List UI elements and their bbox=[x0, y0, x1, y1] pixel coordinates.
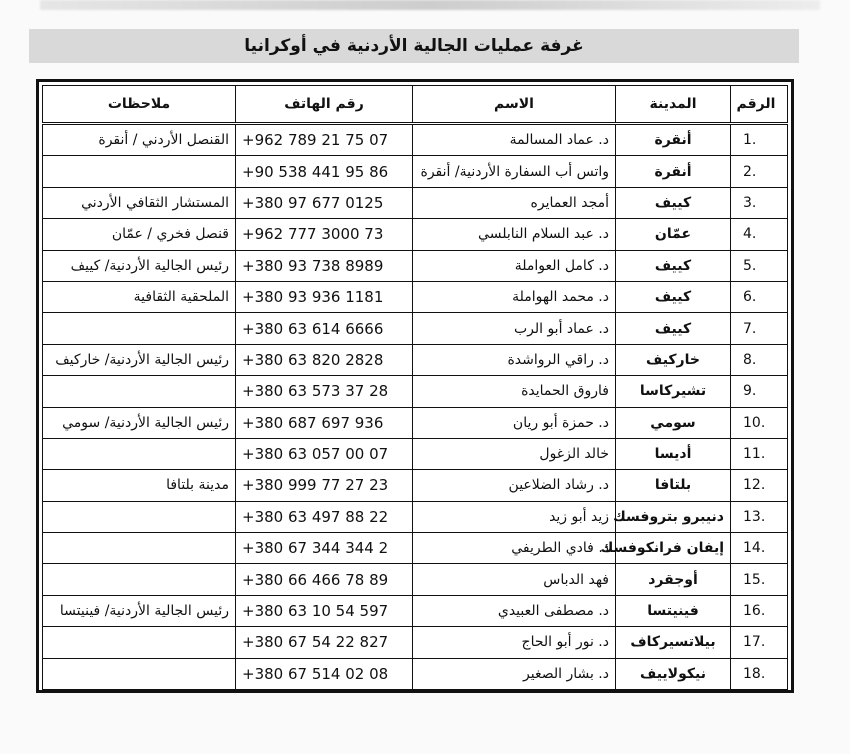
cell-name: د. رشاد الضلاعين bbox=[413, 470, 616, 501]
cell-city: أنقرة bbox=[616, 156, 731, 187]
cell-phone: +380 63 057 00 07 bbox=[236, 438, 413, 469]
cell-phone: +380 63 614 6666 bbox=[236, 313, 413, 344]
cell-phone: +380 63 497 88 22 bbox=[236, 501, 413, 532]
contacts-table bbox=[42, 85, 788, 690]
cell-number: 17. bbox=[731, 627, 788, 658]
cell-city: كييف bbox=[616, 250, 731, 281]
cell-phone: +380 999 77 27 23 bbox=[236, 470, 413, 501]
table-row bbox=[43, 313, 788, 344]
cell-phone: +380 63 820 2828 bbox=[236, 344, 413, 375]
cell-notes bbox=[43, 501, 236, 532]
table-row bbox=[43, 407, 788, 438]
cell-notes bbox=[43, 627, 236, 658]
cell-city: بيلاتسيركاف bbox=[616, 627, 731, 658]
cell-notes bbox=[43, 564, 236, 595]
cell-notes: القنصل الأردني / أنقرة bbox=[43, 124, 236, 156]
page-title: غرفة عمليات الجالية الأردنية في أوكرانيا bbox=[244, 36, 584, 56]
header-number: الرقم bbox=[731, 86, 788, 124]
cell-number: 18. bbox=[731, 658, 788, 689]
cell-notes: رئيس الجالية الأردنية/ خاركيف bbox=[43, 344, 236, 375]
top-edge-smudge bbox=[40, 0, 820, 10]
cell-number: 14. bbox=[731, 533, 788, 564]
cell-number: 11. bbox=[731, 438, 788, 469]
cell-city: كييف bbox=[616, 281, 731, 312]
cell-number: 1. bbox=[731, 124, 788, 156]
cell-name: د. عماد أبو الرب bbox=[413, 313, 616, 344]
cell-phone: +380 687 697 936 bbox=[236, 407, 413, 438]
table-row bbox=[43, 470, 788, 501]
contacts-table-frame bbox=[36, 79, 794, 693]
cell-number: 3. bbox=[731, 187, 788, 218]
cell-name: د. حمزة أبو ريان bbox=[413, 407, 616, 438]
header-city: المدينة bbox=[616, 86, 731, 124]
table-row bbox=[43, 564, 788, 595]
title-banner bbox=[29, 29, 799, 63]
cell-name: د. محمد الهواملة bbox=[413, 281, 616, 312]
header-notes: ملاحظات bbox=[43, 86, 236, 124]
cell-city: تشيركاسا bbox=[616, 376, 731, 407]
cell-name: د. عماد المسالمة bbox=[413, 124, 616, 156]
table-row bbox=[43, 501, 788, 532]
cell-number: 7. bbox=[731, 313, 788, 344]
cell-name: زيد أبو زيد bbox=[413, 501, 616, 532]
header-name: الاسم bbox=[413, 86, 616, 124]
cell-city: خاركيف bbox=[616, 344, 731, 375]
table-row bbox=[43, 595, 788, 626]
cell-city: أوجقرد bbox=[616, 564, 731, 595]
cell-phone: +962 789 21 75 07 bbox=[236, 124, 413, 156]
table-row bbox=[43, 438, 788, 469]
cell-phone: +90 538 441 95 86 bbox=[236, 156, 413, 187]
cell-city: دنيبرو بتروفسك bbox=[616, 501, 731, 532]
table-row bbox=[43, 627, 788, 658]
cell-name: أمجد العمايره bbox=[413, 187, 616, 218]
cell-notes: رئيس الجالية الأردنية/ كييف bbox=[43, 250, 236, 281]
table-row bbox=[43, 376, 788, 407]
cell-notes bbox=[43, 156, 236, 187]
cell-notes: قنصل فخري / عمّان bbox=[43, 219, 236, 250]
cell-city: سومي bbox=[616, 407, 731, 438]
cell-city: كييف bbox=[616, 187, 731, 218]
cell-city: كييف bbox=[616, 313, 731, 344]
cell-name: د. كامل العواملة bbox=[413, 250, 616, 281]
table-row bbox=[43, 187, 788, 218]
cell-city: بلتافا bbox=[616, 470, 731, 501]
header-phone: رقم الهاتف bbox=[236, 86, 413, 124]
table-row bbox=[43, 250, 788, 281]
cell-name: خالد الزغول bbox=[413, 438, 616, 469]
table-row bbox=[43, 344, 788, 375]
cell-notes: مدينة بلتافا bbox=[43, 470, 236, 501]
cell-number: 6. bbox=[731, 281, 788, 312]
cell-phone: +380 93 738 8989 bbox=[236, 250, 413, 281]
cell-city: أديسا bbox=[616, 438, 731, 469]
cell-name: د. مصطفى العبيدي bbox=[413, 595, 616, 626]
cell-number: 9. bbox=[731, 376, 788, 407]
cell-name: د. راقي الرواشدة bbox=[413, 344, 616, 375]
cell-notes: رئيس الجالية الأردنية/ سومي bbox=[43, 407, 236, 438]
cell-city: عمّان bbox=[616, 219, 731, 250]
cell-notes: رئيس الجالية الأردنية/ فينيتسا bbox=[43, 595, 236, 626]
cell-number: 15. bbox=[731, 564, 788, 595]
table-header-row bbox=[43, 86, 788, 124]
cell-number: 4. bbox=[731, 219, 788, 250]
cell-phone: +380 93 936 1181 bbox=[236, 281, 413, 312]
cell-number: 13. bbox=[731, 501, 788, 532]
cell-notes bbox=[43, 438, 236, 469]
table-row bbox=[43, 533, 788, 564]
cell-phone: +380 67 344 344 2 bbox=[236, 533, 413, 564]
cell-phone: +380 63 573 37 28 bbox=[236, 376, 413, 407]
cell-notes: الملحقية الثقافية bbox=[43, 281, 236, 312]
cell-notes bbox=[43, 533, 236, 564]
cell-notes: المستشار الثقافي الأردني bbox=[43, 187, 236, 218]
table-row bbox=[43, 124, 788, 156]
cell-name: د. عبد السلام النابلسي bbox=[413, 219, 616, 250]
cell-phone: +380 63 10 54 597 bbox=[236, 595, 413, 626]
cell-number: 10. bbox=[731, 407, 788, 438]
table-row bbox=[43, 156, 788, 187]
cell-name: فهد الدباس bbox=[413, 564, 616, 595]
cell-number: 12. bbox=[731, 470, 788, 501]
cell-city: أنقرة bbox=[616, 124, 731, 156]
cell-number: 5. bbox=[731, 250, 788, 281]
cell-phone: +380 66 466 78 89 bbox=[236, 564, 413, 595]
cell-name: واتس أب السفارة الأردنية/ أنقرة bbox=[413, 156, 616, 187]
cell-name: د. فادي الطريفي bbox=[413, 533, 616, 564]
cell-name: فاروق الحمايدة bbox=[413, 376, 616, 407]
cell-city: نيكولاييف bbox=[616, 658, 731, 689]
cell-notes bbox=[43, 313, 236, 344]
cell-number: 16. bbox=[731, 595, 788, 626]
cell-name: د. نور أبو الحاج bbox=[413, 627, 616, 658]
cell-phone: +380 67 54 22 827 bbox=[236, 627, 413, 658]
cell-city: فينيتسا bbox=[616, 595, 731, 626]
table-row bbox=[43, 658, 788, 689]
cell-city: إيفان فرانكوفسك bbox=[616, 533, 731, 564]
cell-phone: +380 67 514 02 08 bbox=[236, 658, 413, 689]
cell-notes bbox=[43, 376, 236, 407]
cell-phone: +962 777 3000 73 bbox=[236, 219, 413, 250]
table-row bbox=[43, 219, 788, 250]
cell-number: 8. bbox=[731, 344, 788, 375]
table-row bbox=[43, 281, 788, 312]
cell-number: 2. bbox=[731, 156, 788, 187]
cell-name: د. بشار الصغير bbox=[413, 658, 616, 689]
cell-phone: +380 97 677 0125 bbox=[236, 187, 413, 218]
cell-notes bbox=[43, 658, 236, 689]
